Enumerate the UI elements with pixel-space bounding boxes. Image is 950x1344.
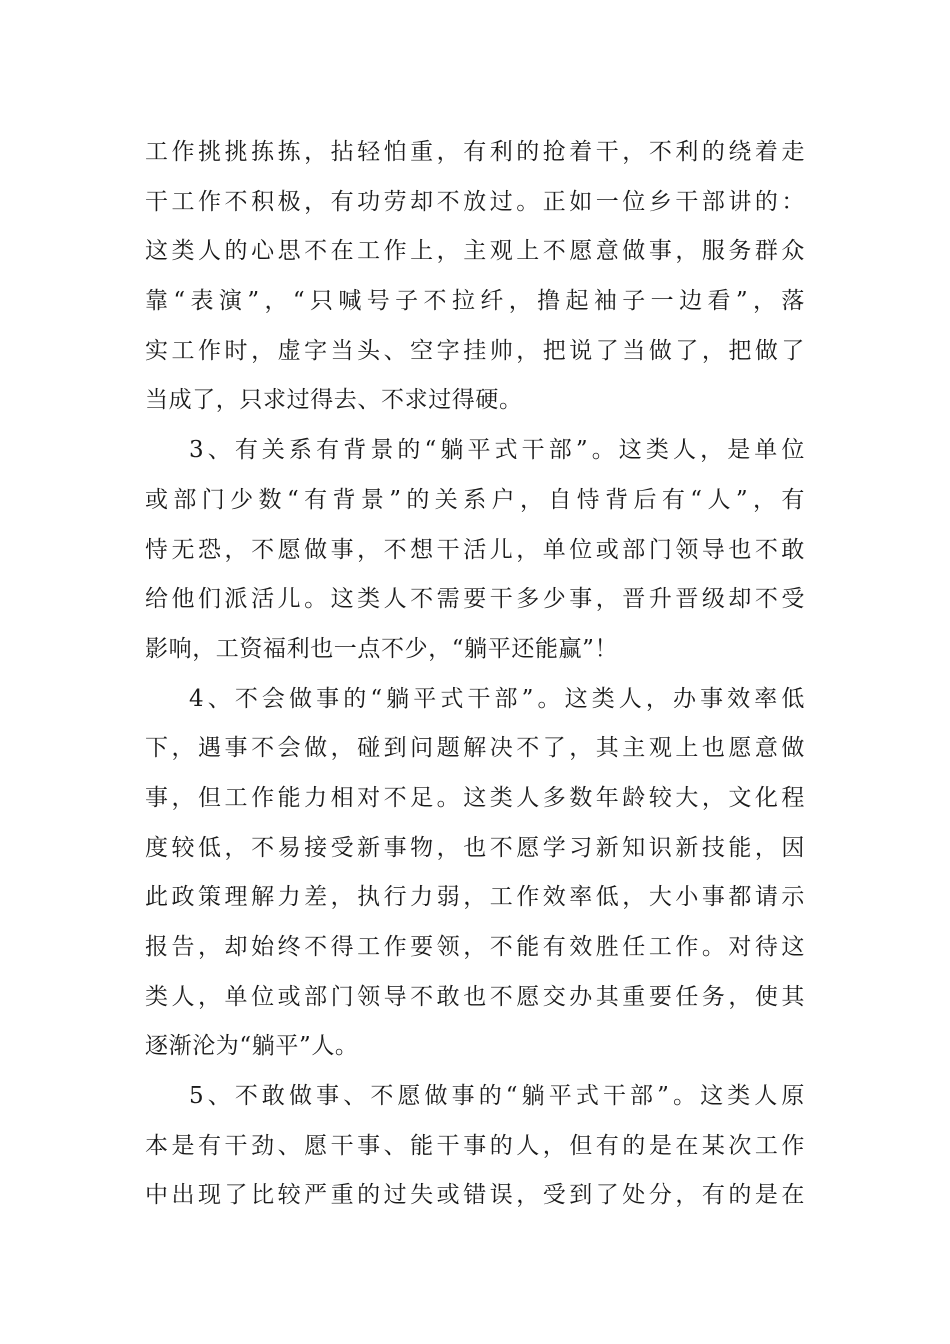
text-line: 4、不会做事的“躺平式干部”。这类人，办事效率低 — [189, 685, 805, 712]
text-line: 本是有干劲、愿干事、能干事的人，但有的是在某次工作 — [145, 1132, 805, 1159]
text-line: 逐渐沦为“躺平”人。 — [145, 1033, 359, 1060]
text-line: 影响，工资福利也一点不少，“躺平还能赢”！ — [145, 635, 619, 662]
text-line: 度较低，不易接受新事物，也不愿学习新知识新技能，因 — [145, 834, 805, 861]
text-line: 下，遇事不会做，碰到问题解决不了，其主观上也愿意做 — [145, 735, 805, 762]
text-line: 或部门少数“有背景”的关系户，自恃背后有“人”，有 — [145, 486, 805, 513]
body-text — [145, 128, 805, 1221]
text-line: 这类人的心思不在工作上，主观上不愿意做事，服务群众 — [145, 238, 805, 265]
text-line: 类人，单位或部门领导不敢也不愿交办其重要任务，使其 — [145, 983, 805, 1010]
text-line: 中出现了比较严重的过失或错误，受到了处分，有的是在 — [145, 1182, 805, 1209]
text-line: 当成了，只求过得去、不求过得硬。 — [145, 387, 523, 414]
text-line: 给他们派活儿。这类人不需要干多少事，晋升晋级却不受 — [145, 586, 805, 613]
text-line: 工作挑挑拣拣，拈轻怕重，有利的抢着干，不利的绕着走 — [145, 139, 805, 165]
text-line: 干工作不积极，有功劳却不放过。正如一位乡干部讲的： — [145, 188, 805, 215]
text-line: 5、不敢做事、不愿做事的“躺平式干部”。这类人原 — [189, 1083, 805, 1110]
text-line: 报告，却始终不得工作要领，不能有效胜任工作。对待这 — [145, 934, 805, 960]
text-line: 事，但工作能力相对不足。这类人多数年龄较大，文化程 — [145, 784, 805, 811]
text-line: 恃无恐，不愿做事，不想干活儿，单位或部门领导也不敢 — [145, 536, 805, 563]
text-line: 实工作时，虚字当头、空字挂帅，把说了当做了，把做了 — [145, 337, 805, 364]
text-line: 此政策理解力差，执行力弱，工作效率低，大小事都请示 — [145, 884, 805, 911]
text-line: 3、有关系有背景的“躺平式干部”。这类人，是单位 — [189, 437, 805, 464]
text-line: 靠“表演”，“只喊号子不拉纤，撸起袖子一边看”，落 — [145, 288, 805, 315]
